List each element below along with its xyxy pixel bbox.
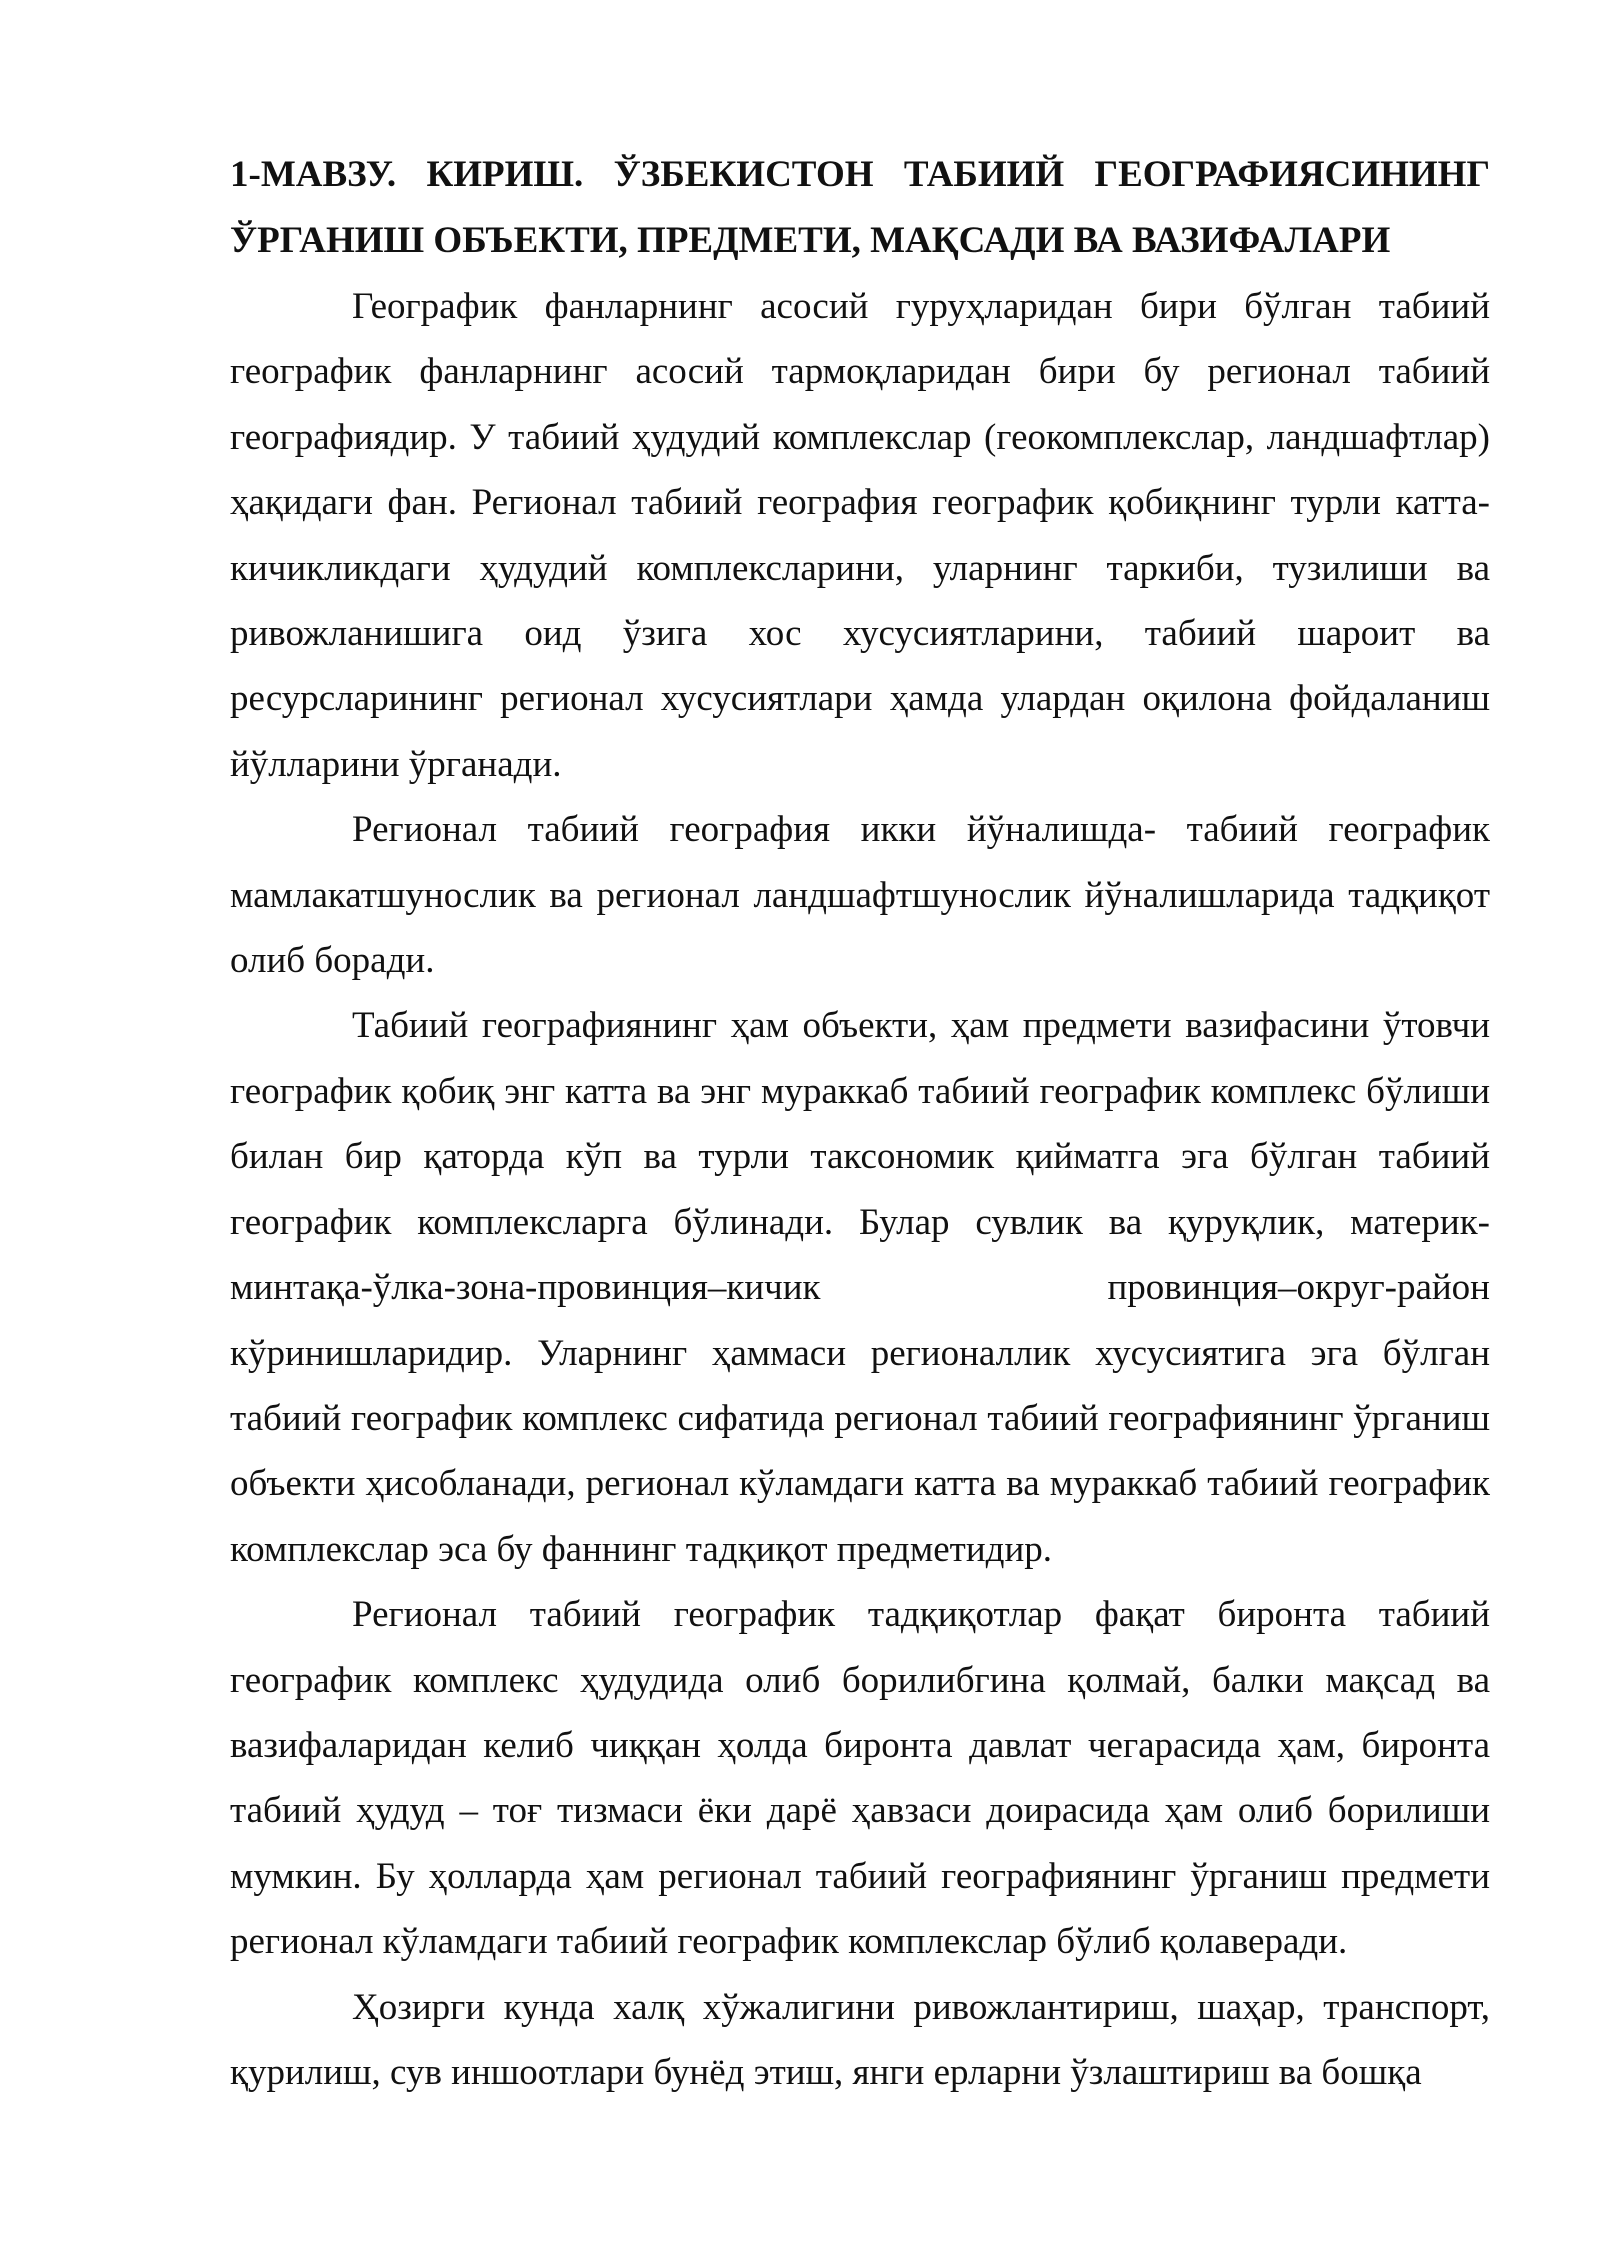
paragraph-5: Ҳозирги кунда халқ хўжалигини ривожлантириш, шаҳар, транспорт, қурилиш, сув иншоотлари бунёд этиш, янги ерларни ўзлаштириш ва бошқа xyxy=(230,1986,1490,2093)
paragraph-1: Географик фанларнинг асосий гуруҳларидан бири бўлган табиий географик фанларнинг асосий тармоқларидан бири бу регионал табиий географиядир. У табиий ҳудудий комплекслар (геокомплекслар, ландшафтлар) ҳақидаги фан. Регионал табиий география географик қобиқнинг турли катта-кичикликдаги ҳудудий комплексларини, уларнинг таркиби, тузилиши ва ривожланишига оид ўзига хос хусусиятларини, табиий шароит ва ресурсларининг регионал хусусиятлари ҳамда улардан оқилона фойдаланиш йўлларини ўрганади. xyxy=(230,286,1490,785)
paragraph-4: Регионал табиий географик тадқиқотлар фақат биронта табиий географик комплекс ҳудудида олиб борилибгина қолмай, балки мақсад ва вазифаларидан келиб чиққан ҳолда биронта давлат чегарасида ҳам, биронта табиий ҳудуд – тоғ тизмаси ёки дарё ҳавзаси доирасида ҳам олиб борилиши мумкин. Бу ҳолларда ҳам регионал табиий географиянинг ўрганиш предмети регионал кўламдаги табиий географик комплекслар бўлиб қолаверади. xyxy=(230,1594,1490,1963)
document-title-line-2: ЎРГАНИШ ОБЪЕКТИ, ПРЕДМЕТИ, МАҚСАДИ ВА ВАЗИФАЛАРИ xyxy=(230,220,1391,261)
document-body xyxy=(230,142,1490,2105)
document-title-line-1: 1-МАВЗУ. КИРИШ. ЎЗБЕКИСТОН ТАБИИЙ ГЕОГРАФИЯСИНИНГ xyxy=(230,154,1490,195)
paragraph-3: Табиий географиянинг ҳам объекти, ҳам предмети вазифасини ўтовчи географик қобиқ энг катта ва энг мураккаб табиий географик комплекс бўлиши билан бир қаторда кўп ва турли таксономик қийматга эга бўлган табиий географик комплексларга бўлинади. Булар сувлик ва қуруқлик, материк-минтақа-ўлка-зона-провинция–кичик провинция–округ-район кўринишларидир. Уларнинг ҳаммаси регионаллик хусусиятига эга бўлган табиий географик комплекс сифатида регионал табиий географиянинг ўрганиш объекти ҳисобланади, регионал кўламдаги катта ва мураккаб табиий географик комплекслар эса бу фаннинг тадқиқот предметидир. xyxy=(230,1005,1490,1570)
paragraph-2: Регионал табиий география икки йўналишда- табиий географик мамлакатшунослик ва регионал ландшафтшунослик йўналишларида тадқиқот олиб боради. xyxy=(230,809,1490,982)
